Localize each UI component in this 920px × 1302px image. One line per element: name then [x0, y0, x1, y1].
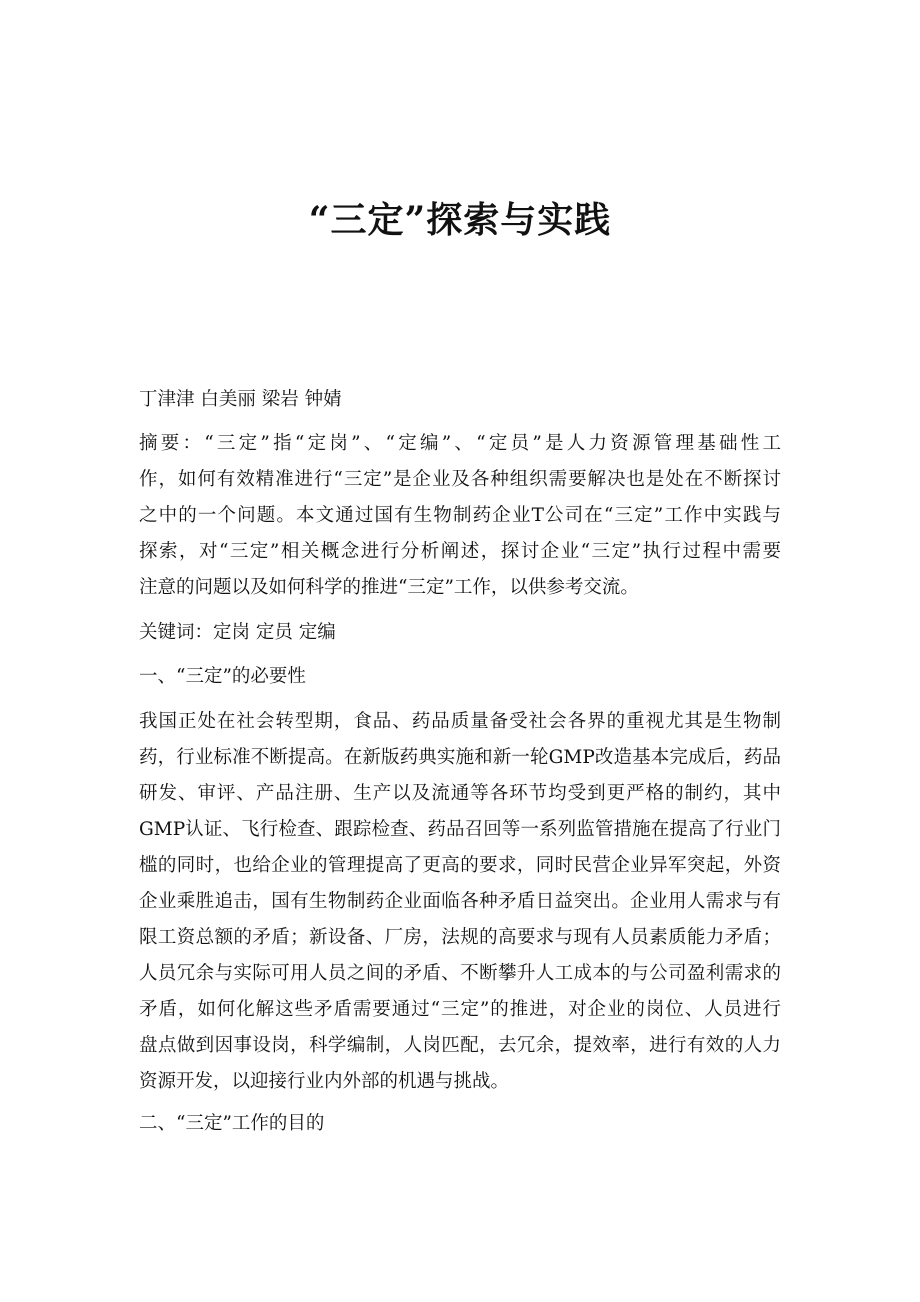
paragraph-line: 槛的同时，也给企业的管理提高了更高的要求，同时民营企业异军突起，外资	[139, 855, 781, 876]
paragraph-line: 我国正处在社会转型期，食品、药品质量备受社会各界的重视尤其是生物制	[139, 711, 781, 732]
abstract-line: 注意的问题以及如何科学的推进“三定”工作，以供参考交流。	[139, 577, 639, 598]
paragraph-line: 药，行业标准不断提高。在新版药典实施和新一轮GMP改造基本完成后，药品	[139, 747, 781, 768]
paragraph-line: 矛盾，如何化解这些矛盾需要通过“三定”的推进，对企业的岗位、人员进行	[139, 999, 781, 1020]
abstract-line: 探索，对“三定”相关概念进行分析阐述，探讨企业“三定”执行过程中需要	[139, 541, 781, 562]
paragraph-line: 限工资总额的矛盾；新设备、厂房，法规的高要求与现有人员素质能力矛盾；	[139, 927, 781, 948]
paragraph-line: 研发、审评、产品注册、生产以及流通等各环节均受到更严格的制约，其中	[139, 783, 781, 804]
paragraph-line: 资源开发，以迎接行业内外部的机遇与挑战。	[139, 1071, 510, 1092]
paragraph-line: GMP认证、飞行检查、跟踪检查、药品召回等一系列监管措施在提高了行业门	[139, 819, 781, 840]
authors: 丁津津 白美丽 梁岩 钟婧	[139, 389, 342, 410]
section-heading: 一、“三定”的必要性	[139, 666, 306, 687]
document-title: “三定”探索与实践	[308, 199, 612, 241]
abstract-line: 作，如何有效精准进行“三定”是企业及各种组织需要解决也是处在不断探讨	[139, 469, 781, 490]
abstract-line: 摘要：“三定”指“定岗”、“定编”、“定员”是人力资源管理基础性工	[139, 433, 781, 454]
abstract-line: 之中的一个问题。本文通过国有生物制药企业T公司在“三定”工作中实践与	[139, 505, 781, 526]
paragraph-line: 人员冗余与实际可用人员之间的矛盾、不断攀升人工成本的与公司盈利需求的	[139, 963, 781, 984]
paragraph-line: 盘点做到因事设岗，科学编制，人岗匹配，去冗余，提效率，进行有效的人力	[139, 1035, 781, 1056]
keywords: 关键词：定岗 定员 定编	[139, 622, 336, 643]
paragraph-line: 企业乘胜追击，国有生物制药企业面临各种矛盾日益突出。企业用人需求与有	[139, 891, 781, 912]
section-heading: 二、“三定”工作的目的	[139, 1113, 325, 1134]
